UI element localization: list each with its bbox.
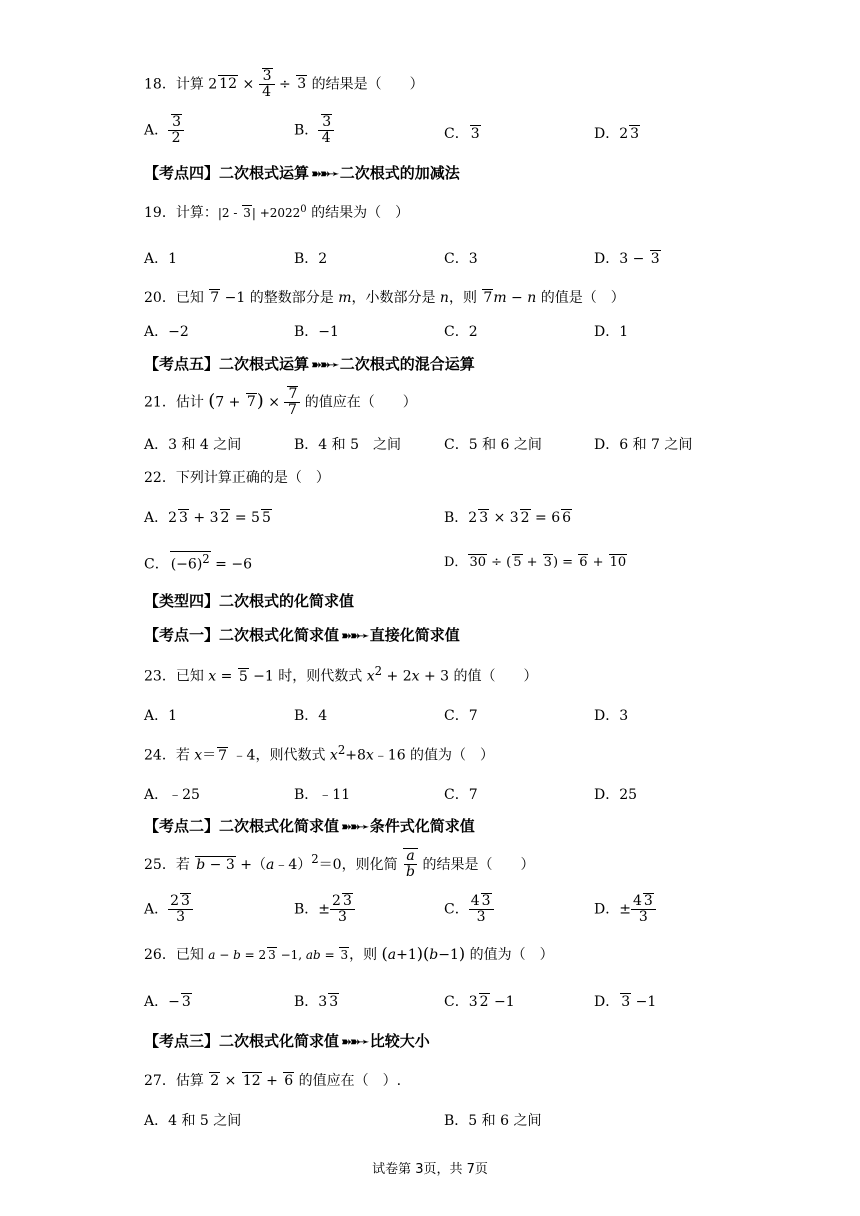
question-22-stem: 22．下列计算正确的是（ ） <box>144 470 330 486</box>
q21-option-d: D．6 和 7 之间 <box>594 437 693 453</box>
q18-option-b: B． $\frac{3}{4}$ <box>294 114 334 147</box>
q25-option-a: A． $\frac{2 3}{3}$ <box>144 893 193 926</box>
question-19-stem: 19．计算：$|2 - 3| +2022^0$ 的结果为（ ） <box>144 204 410 221</box>
q27-option-b: B．5 和 6 之间 <box>444 1113 542 1129</box>
section-heading-kaodian2: 【考点二】二次根式化简求值 ➽➽➛ 条件式化简求值 <box>144 817 475 835</box>
q24-option-b: B．﹣11 <box>294 787 351 803</box>
section-heading-kaodian1: 【考点一】二次根式化简求值 ➽➽➛ 直接化简求值 <box>144 626 460 644</box>
question-20-stem: 20．已知 7 −1 的整数部分是 m，小数部分是 n，则 7m − n 的值是（ ） <box>144 290 625 306</box>
section-heading-kaodian3: 【考点三】二次根式化简求值 ➽➽➛ 比较大小 <box>144 1032 430 1050</box>
q25-option-b: B．± $\frac{2 3}{3}$ <box>294 893 355 926</box>
question-23-stem: 23．已知 x = 5 −1 时，则代数式 $x^2 + 2x + 3$ 的值（ ） <box>144 664 538 685</box>
q23-option-d: D．3 <box>594 708 629 724</box>
question-27-stem: 27．估算 2 × 12 + 6 的值应在（ ）. <box>144 1073 402 1089</box>
q19-option-b: B．2 <box>294 251 328 267</box>
q23-option-a: A．1 <box>144 708 178 724</box>
q22-option-d: D． 30 ÷ ( 5 + 3) = 6 + 10 <box>444 555 627 570</box>
section-heading-leixing4: 【类型四】二次根式的化简求值 <box>144 592 355 610</box>
q22-option-c: C． $(-6)^2 = -6$ <box>144 552 252 573</box>
q25-option-d: D．± $\frac{4 3}{3}$ <box>594 893 656 926</box>
q20-option-c: C．2 <box>444 324 478 340</box>
q25-option-c: C． $\frac{4 3}{3}$ <box>444 893 494 926</box>
q20-option-a: A．−2 <box>144 324 189 340</box>
q18-option-a: A． $\frac{3}{2}$ <box>144 114 184 147</box>
q22-option-a: A．2 3 + 3 2 = 5 5 <box>144 510 271 526</box>
question-24-stem: 24．若 x＝ 7 ﹣4，则代数式 $x^2+8x﹣16$ 的值为（ ） <box>144 743 495 764</box>
section-heading-kaodian5: 【考点五】二次根式运算 ➽➽➛ 二次根式的混合运算 <box>144 355 475 373</box>
q26-option-c: C．3 2 −1 <box>444 994 515 1010</box>
q19-option-d: D．3 − 3 <box>594 251 660 267</box>
q21-option-c: C．5 和 6 之间 <box>444 437 542 453</box>
q23-option-c: C．7 <box>444 708 478 724</box>
question-21-stem: 21．估计 (7 + 7) × $\frac{7}{7}$ 的值应在（ ） <box>144 386 417 419</box>
q26-option-a: A．− 3 <box>144 994 191 1010</box>
q24-option-d: D．25 <box>594 787 638 803</box>
q27-option-a: A．4 和 5 之间 <box>144 1113 242 1129</box>
question-25-stem: 25．若 b − 3 +（a﹣4）$^2$＝0，则化简 $\frac{a}{b}$ 的结果是（ ） <box>144 848 535 881</box>
q19-option-a: A．1 <box>144 251 178 267</box>
q24-option-a: A．﹣25 <box>144 787 200 803</box>
section-heading-kaodian4: 【考点四】二次根式运算 ➽➽➛ 二次根式的加减法 <box>144 164 460 182</box>
question-26-stem: 26．已知 a − b = 2 3 −1, ab = 3，则 (a+1)(b−1) 的值为（ ） <box>144 944 554 963</box>
q24-option-c: C．7 <box>444 787 478 803</box>
q19-option-c: C．3 <box>444 251 478 267</box>
q22-option-b: B．2 3 × 3 2 = 6 6 <box>444 510 572 526</box>
q18-option-d: D．2 3 <box>594 126 640 142</box>
q23-option-b: B．4 <box>294 708 328 724</box>
question-18-stem: 18．计算 2 12 × $\frac{3}{4}$ ÷ 3 的结果是（ ） <box>144 68 424 101</box>
q20-option-b: B．−1 <box>294 324 339 340</box>
q26-option-d: D． 3 −1 <box>594 994 657 1010</box>
q20-option-d: D．1 <box>594 324 629 340</box>
q26-option-b: B．3 3 <box>294 994 339 1010</box>
page-footer: 试卷第 3页，共 7页 <box>372 1162 488 1177</box>
q21-option-a: A．3 和 4 之间 <box>144 437 242 453</box>
q21-option-b: B．4 和 5 之间 <box>294 437 402 453</box>
q18-option-c: C． 3 <box>444 126 480 142</box>
